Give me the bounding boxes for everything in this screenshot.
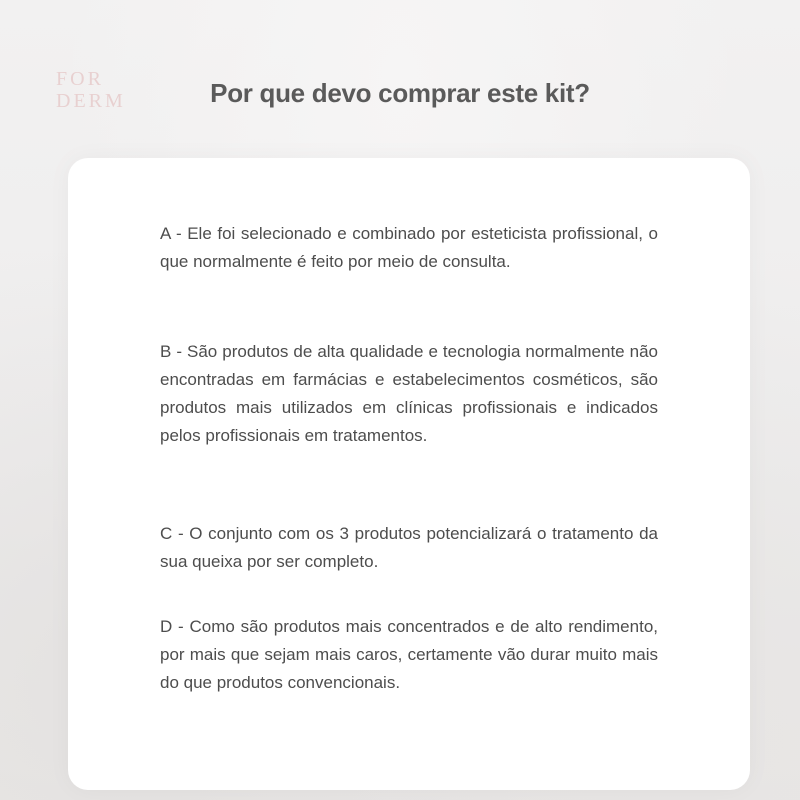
- logo-text-line2: DERM: [56, 90, 126, 112]
- logo-text-line1: FOR: [56, 68, 104, 90]
- reason-a: A - Ele foi selecionado e combinado por esteticista profissional, o que normalmente é feito por meio de consulta.: [160, 224, 658, 271]
- reason-d: D - Como são produtos mais concentrados e de alto rendimento, por mais que sejam mais caros, certamente vão durar muito mais do que produtos convencionais.: [160, 617, 658, 692]
- reason-c: C - O conjunto com os 3 produtos potencializará o tratamento da sua queixa por ser completo.: [160, 524, 658, 571]
- reasons-card: [68, 158, 750, 790]
- reason-b: B - São produtos de alta qualidade e tecnologia normalmente não encontradas em farmácias e estabelecimentos cosméticos, são produtos mais utilizados em clínicas profissionais e indicados pelos profissionais em tratamentos.: [160, 342, 658, 445]
- page-title: Por que devo comprar este kit?: [210, 78, 590, 108]
